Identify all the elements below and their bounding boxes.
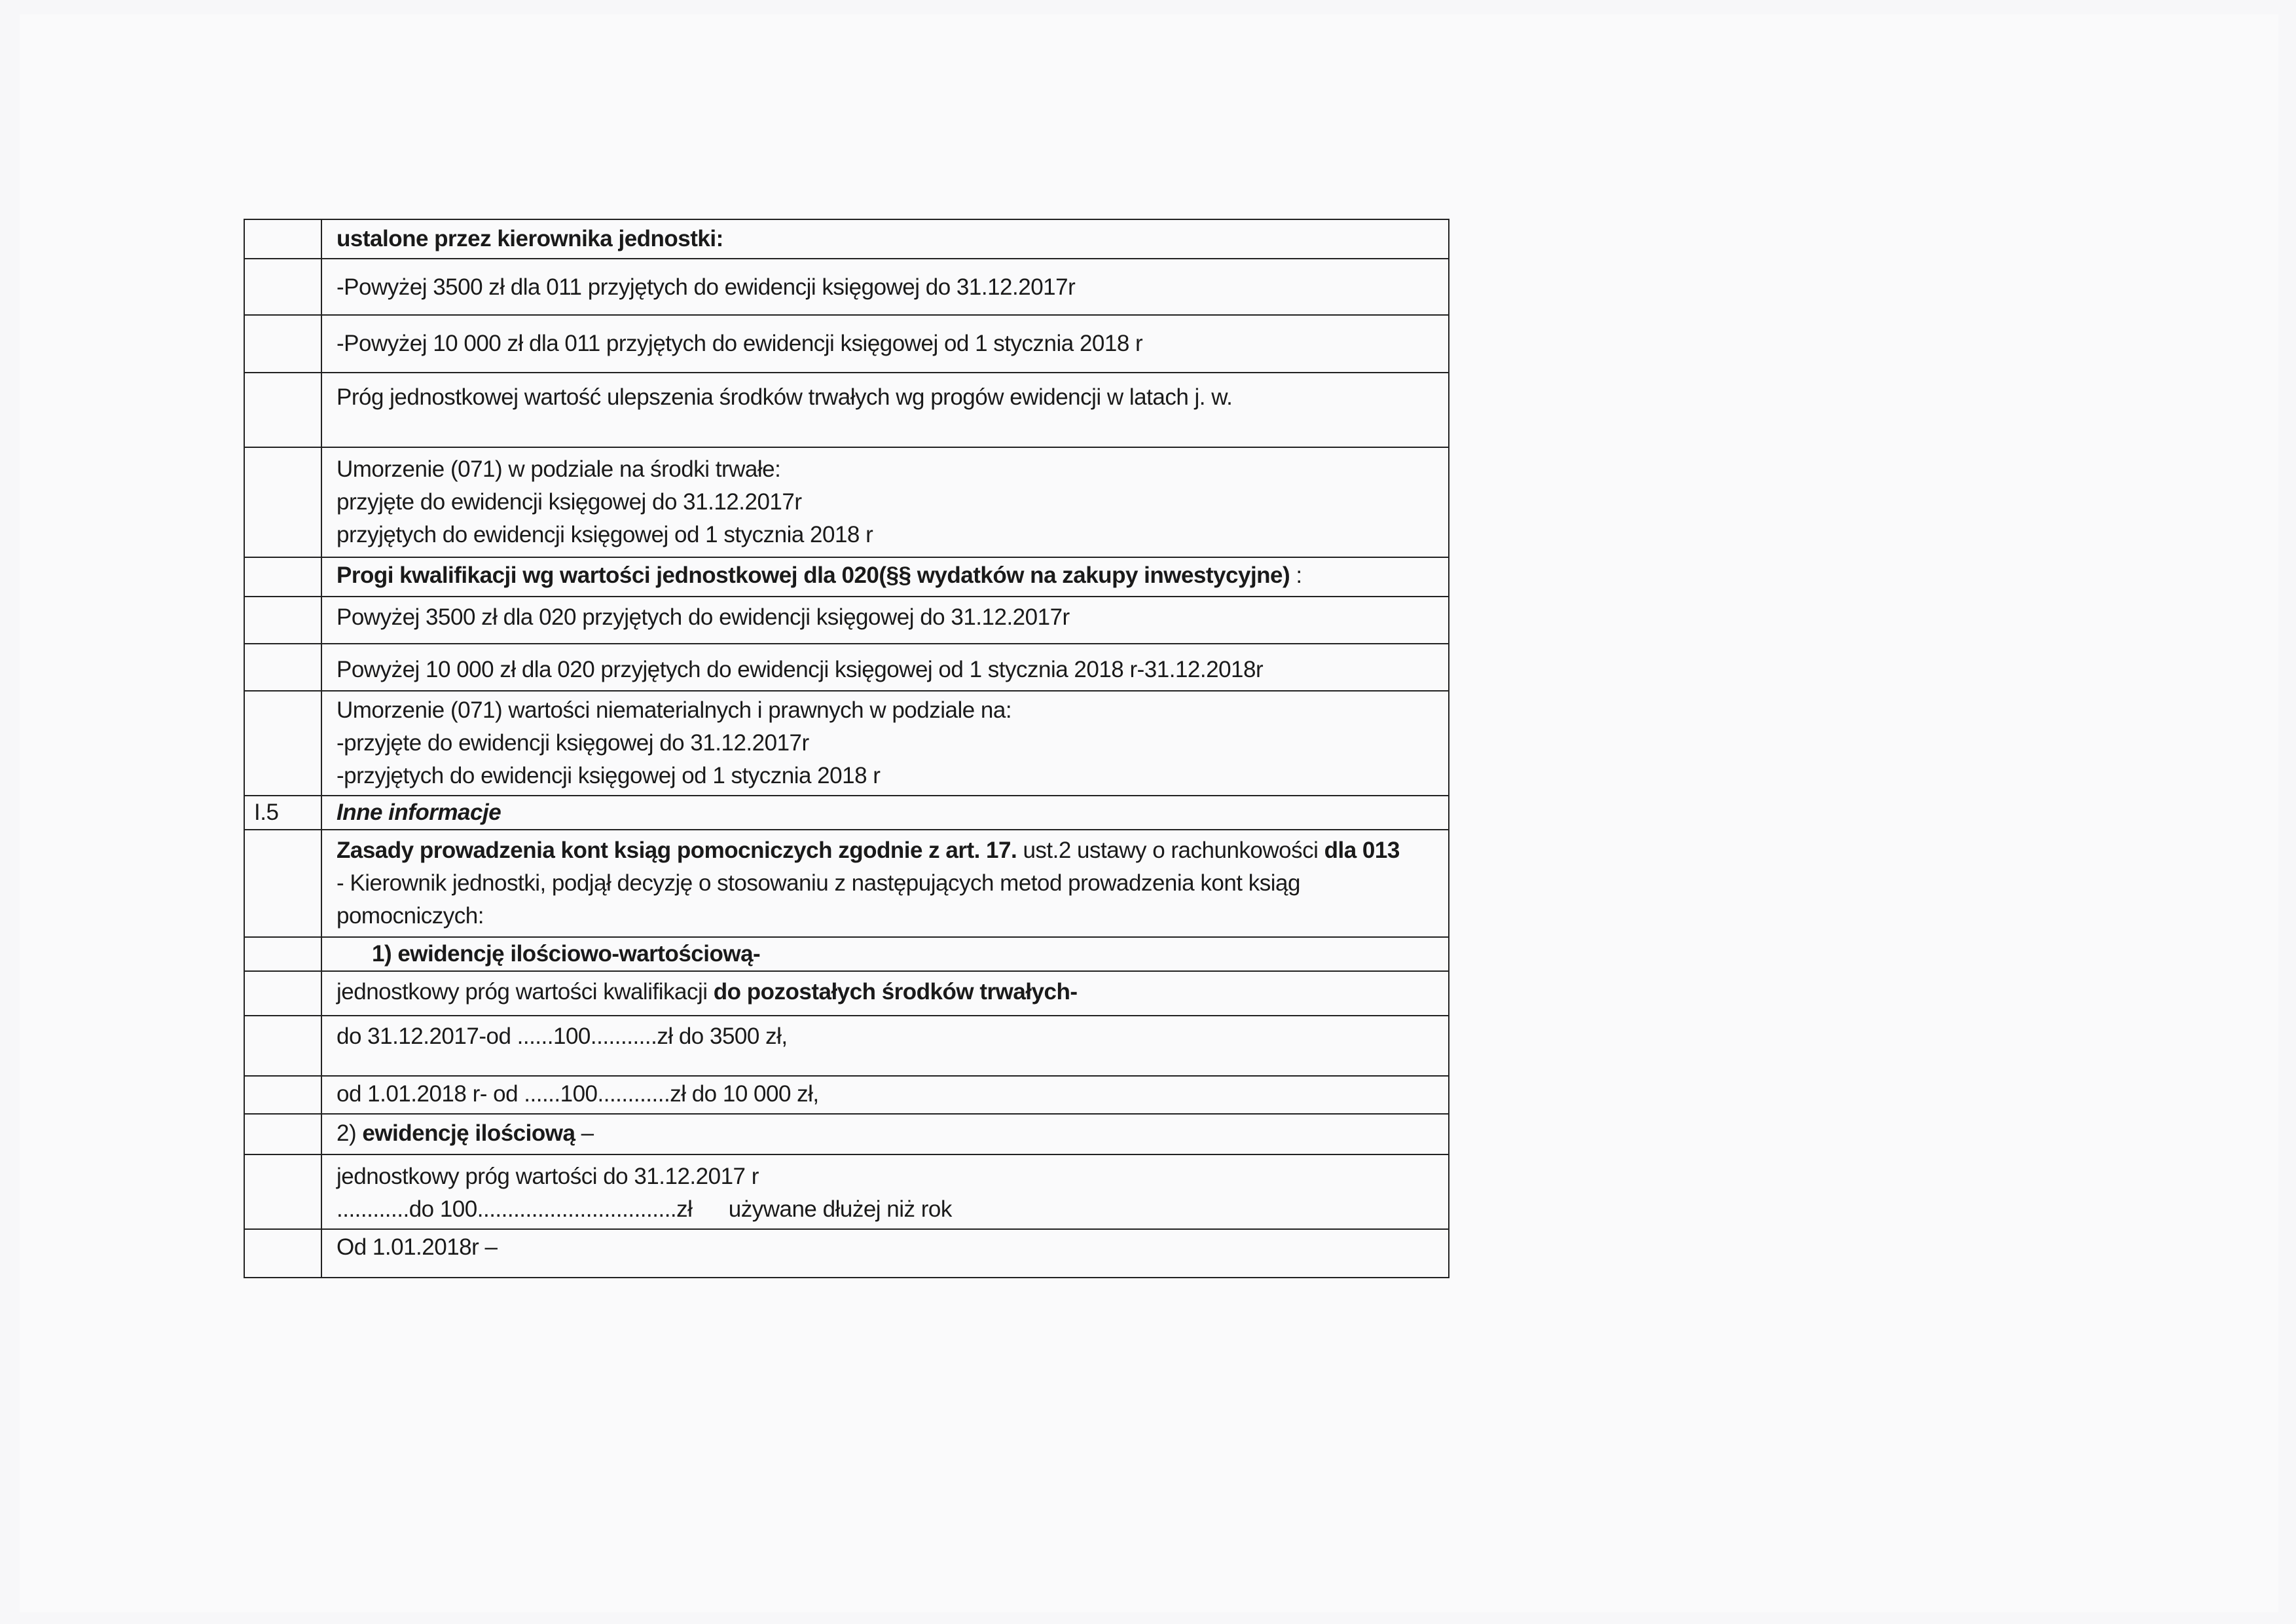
table-row [244,796,1449,830]
row-number-cell [244,1076,321,1114]
text-line: przyjętych do ewidencji księgowej od 1 stycznia 2018 r [337,522,873,547]
table-row [244,447,1449,557]
bold-text: do pozostałych środków trwałych- [713,979,1078,1005]
row-number-cell [244,830,321,937]
qualification-thresholds-020 [321,557,1449,597]
text-line: jednostkowy próg wartości do 31.12.2017 r [337,1164,759,1189]
row-number-cell [244,315,321,373]
table-row [244,597,1449,644]
text-line: -przyjętych do ewidencji księgowej od 1 stycznia 2018 r [337,763,881,788]
table-row [244,1114,1449,1154]
row-number-cell [244,1016,321,1076]
text-line: Umorzenie (071) wartości niematerialnych i prawnych w podziale na: [337,697,1012,723]
text-line: pomocniczych: [337,903,484,929]
bold-text: dla 013 [1324,838,1400,863]
improvement-threshold: Próg jednostkowej wartość ulepszenia środków trwałych wg progów ewidencji w latach j. w. [321,373,1449,447]
table-row [244,971,1449,1016]
bold-text: ewidencję ilościową [362,1120,575,1146]
row-number-cell [244,1154,321,1229]
plain-text: jednostkowy próg wartości kwalifikacji [337,979,714,1005]
range-2017: do 31.12.2017-od ......100...........zł do 3500 zł, [321,1016,1449,1076]
row-number-cell: I.5 [244,796,321,830]
unit-threshold-2017 [321,1154,1449,1229]
row-number-cell [244,557,321,597]
row-number-cell [244,691,321,796]
threshold-011-2017: -Powyżej 3500 zł dla 011 przyjętych do ewidencji księgowej do 31.12.2017r [321,259,1449,315]
text-line: - Kierownik jednostki, podjął decyzję o stosowaniu z następujących metod prowadzenia kont ksiąg [337,870,1300,896]
plain-text: ust.2 ustawy o rachunkowości [1017,838,1324,863]
table-row [244,373,1449,447]
table-row [244,1229,1449,1278]
bold-text: Progi kwalifikacji wg wartości jednostkowej dla 020(§§ wydatków na zakupy inwestycyjne) [337,563,1290,588]
from-2018: Od 1.01.2018r – [321,1229,1449,1278]
row-number-cell [244,259,321,315]
table-row [244,644,1449,691]
row-number-cell [244,1114,321,1154]
depreciation-fixed-assets [321,447,1449,557]
plain-text: 2) [337,1120,363,1146]
row-number-cell [244,219,321,259]
table-row [244,830,1449,937]
text-line: przyjęte do ewidencji księgowej do 31.12.2017r [337,489,802,515]
threshold-020-2018: Powyżej 10 000 zł dla 020 przyjętych do ewidencji księgowej od 1 stycznia 2018 r-31.12.2018r [321,644,1449,691]
table-row [244,315,1449,373]
threshold-011-2018: -Powyżej 10 000 zł dla 011 przyjętych do ewidencji księgowej od 1 stycznia 2018 r [321,315,1449,373]
table-row [244,1016,1449,1076]
depreciation-intangibles [321,691,1449,796]
table-row [244,937,1449,971]
row-number-cell [244,644,321,691]
table-row [244,259,1449,315]
text-line: -przyjęte do ewidencji księgowej do 31.12.2017r [337,730,809,756]
text-line: Umorzenie (071) w podziale na środki trwałe: [337,456,781,482]
scanned-page [20,14,2278,1612]
table-row [244,1076,1449,1114]
section-heading: ustalone przez kierownika jednostki: [321,219,1449,259]
table-row [244,1154,1449,1229]
unit-value-threshold [321,971,1449,1016]
row-number-cell [244,1229,321,1278]
row-number-cell [244,971,321,1016]
bold-text: Zasady prowadzenia kont ksiąg pomocniczych zgodnie z art. 17. [337,838,1017,863]
auxiliary-ledgers-rules [321,830,1449,937]
threshold-020-2017: Powyżej 3500 zł dla 020 przyjętych do ewidencji księgowej do 31.12.2017r [321,597,1449,644]
text-line: ............do 100.................................zł używane dłużej niż rok [337,1196,952,1222]
other-information-heading: Inne informacje [321,796,1449,830]
quantity-value-records: 1) ewidencję ilościowo-wartościową- [321,937,1449,971]
row-number-cell [244,447,321,557]
accounting-policy-table [244,219,1449,1278]
table-row [244,219,1449,259]
table-row [244,557,1449,597]
row-number-cell [244,937,321,971]
text-line [337,834,1434,867]
range-2018: od 1.01.2018 r- od ......100............zł do 10 000 zł, [321,1076,1449,1114]
row-number-cell [244,597,321,644]
row-number-cell [244,373,321,447]
quantity-records [321,1114,1449,1154]
plain-text: – [575,1120,594,1146]
plain-text: : [1290,563,1302,588]
table-row [244,691,1449,796]
